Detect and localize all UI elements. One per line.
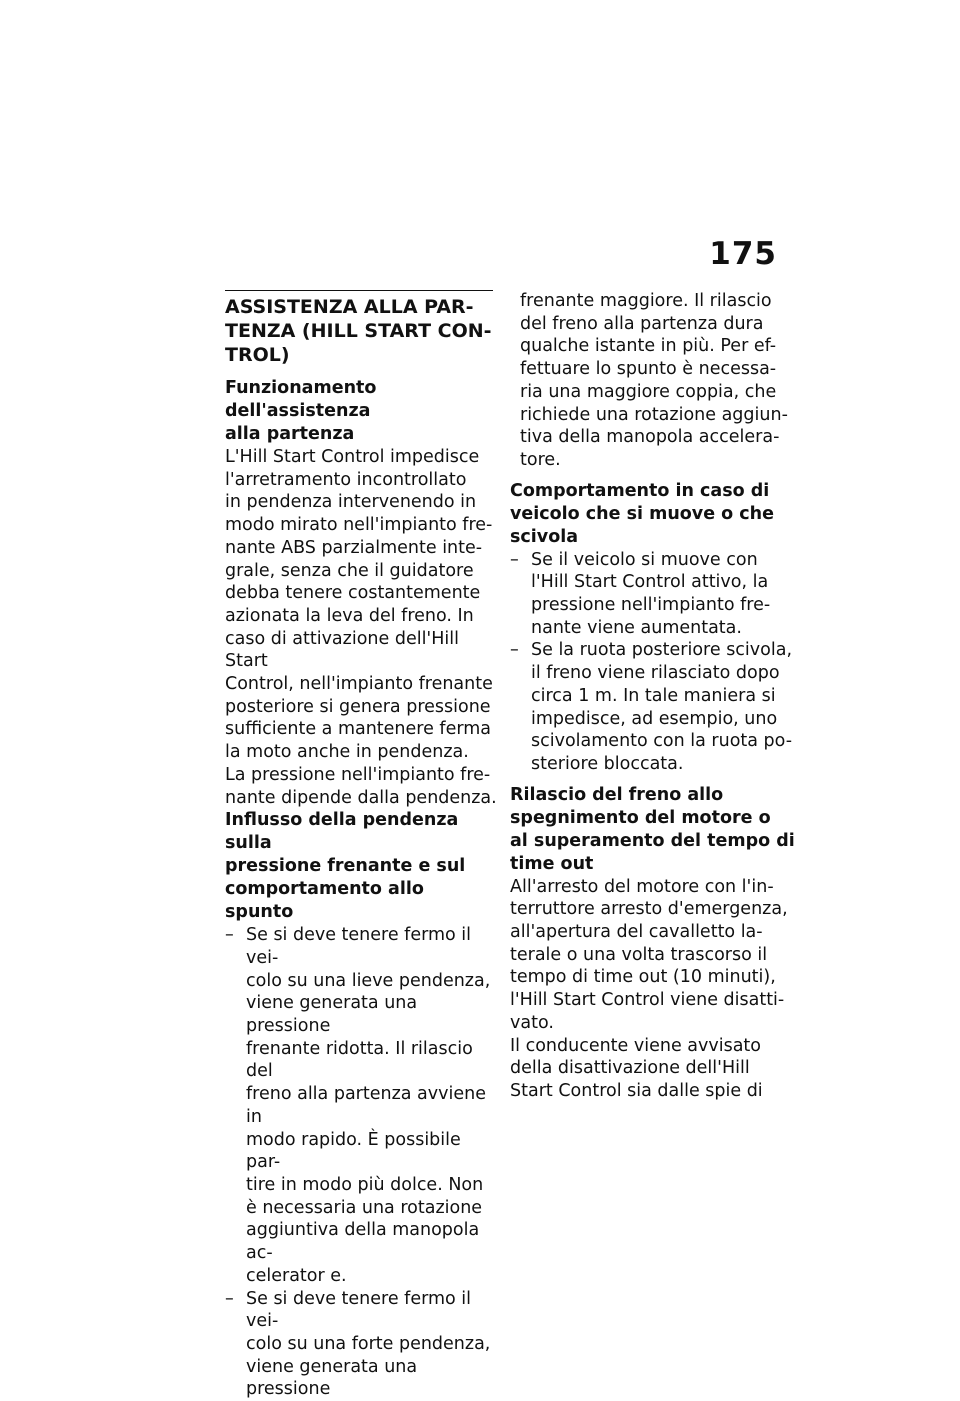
right-column: [510, 290, 795, 1103]
list-item: [225, 1288, 497, 1401]
list-item: [225, 924, 497, 1287]
paragraph-brake-release: All'arresto del motore con l'in- terruttore arresto d'emergenza, all'apertura del cavalletto la- terale o una volta trascorso il tempo di time out (10 minuti), l'Hill Start Control viene disatti- vato.: [510, 876, 795, 1035]
dash-marker: –: [225, 1288, 234, 1311]
subheading-slope-influence: Influsso della pendenza sulla pressione frenante e sul comportamento allo spunto: [225, 809, 497, 924]
section-title: ASSISTENZA ALLA PAR- TENZA (HILL START CON- TROL): [225, 295, 497, 367]
title-rule: [225, 290, 493, 291]
paragraph-pressure: La pressione nell'impianto fre- nante dipende dalla pendenza.: [225, 764, 497, 809]
list-vehicle-moves: [510, 549, 795, 776]
list-item: [510, 549, 795, 640]
dash-marker: –: [510, 639, 519, 662]
list-item-text: Se si deve tenere fermo il vei- colo su una lieve pendenza, viene generata una pressione frenante ridotta. Il rilascio del freno alla partenza avviene in modo rapido. È possibile par- tire in modo più dolce. Non è necessaria una rotazione aggiuntiva della manopola ac- celerator e.: [246, 925, 490, 1286]
list-item-text: Se il veicolo si muove con l'Hill Start Control attivo, la pressione nell'impianto fre- nante viene aumentata.: [531, 550, 770, 638]
paragraph-function: L'Hill Start Control impedisce l'arretramento incontrollato in pendenza intervenendo in modo mirato nell'impianto fre- nante ABS parzialmente inte- grale, senza che il guidatore debba tenere costantemente azionata la leva del freno. In caso di attivazione dell'Hill Start Control, nell'impianto frenante posteriore si genera pressione sufficiente a mantenere ferma la moto anche in pendenza.: [225, 446, 497, 764]
dash-marker: –: [510, 549, 519, 572]
list-item-text: Se la ruota posteriore scivola, il freno viene rilasciato dopo circa 1 m. In tale maniera si impedisce, ad esempio, uno scivolamento con la ruota po- steriore bloccata.: [531, 640, 792, 774]
paragraph-driver-warning: Il conducente viene avvisato della disattivazione dell'Hill Start Control sia dalle spie di: [510, 1035, 795, 1103]
list-item: [510, 639, 795, 775]
left-column: [225, 290, 497, 1401]
subheading-function: Funzionamento dell'assistenza alla partenza: [225, 377, 497, 446]
list-item-text: Se si deve tenere fermo il vei- colo su una forte pendenza, viene generata una pressione: [246, 1289, 490, 1400]
subheading-brake-release: Rilascio del freno allo spegnimento del motore o al superamento del tempo di time out: [510, 784, 795, 876]
dash-marker: –: [225, 924, 234, 947]
subheading-vehicle-moves: Comportamento in caso di veicolo che si muove o che scivola: [510, 480, 795, 549]
paragraph-continued: frenante maggiore. Il rilascio del freno alla partenza dura qualche istante in più. Per ef- fettuare lo spunto è necessa- ria una maggiore coppia, che richiede una rotazione aggiun- tiva della manopola accelera- tore.: [510, 290, 795, 472]
page-number: 175: [709, 236, 777, 272]
list-slope: [225, 924, 497, 1401]
